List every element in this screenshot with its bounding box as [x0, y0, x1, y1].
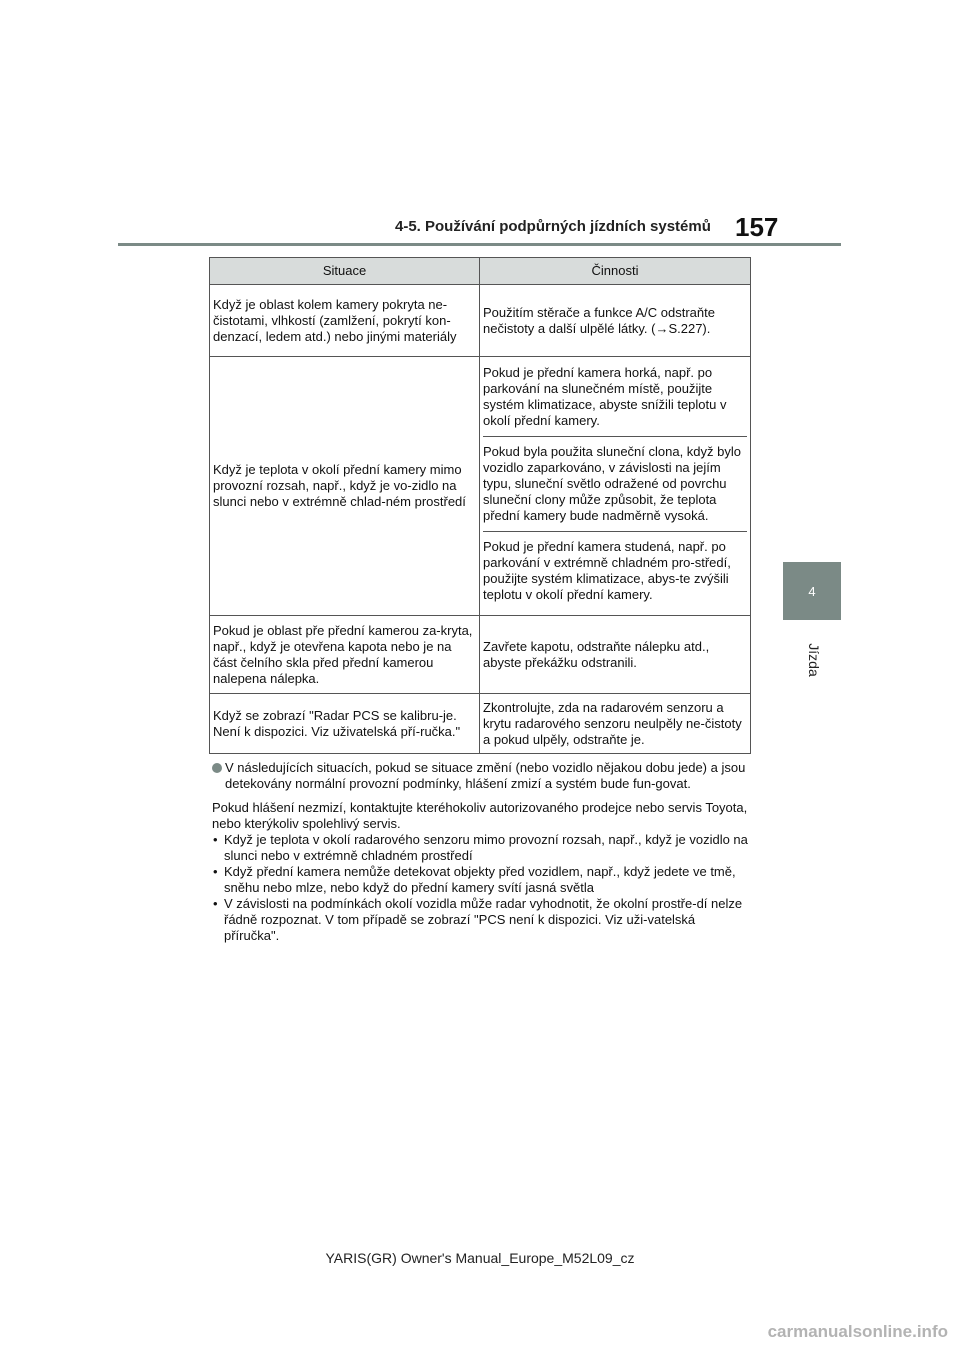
table-row — [210, 616, 751, 694]
list-item: • Když je teplota v okolí radarového senzoru mimo provozní rozsah, např., když je vozidlo na slunci nebo v extrémně chladném prostředí — [212, 832, 752, 864]
note-bullet — [212, 760, 752, 792]
list-item: • Když přední kamera nemůže detekovat objekty před vozidlem, např., když jedete ve tmě, sněhu nebo mlze, nebo když do přední kamery svítí jasná světla — [212, 864, 752, 896]
situation-cell: Když je teplota v okolí přední kamery mimo provozní rozsah, např., když je vo-zidlo na slunci nebo v extrémně chlad-ném prostředí — [210, 357, 480, 616]
column-header-situation: Situace — [210, 258, 480, 285]
action-cell — [480, 357, 751, 616]
action-cell: Zavřete kapotu, odstraňte nálepku atd., abyste překážku odstranili. — [480, 616, 751, 694]
page-number: 157 — [735, 212, 779, 242]
situation-cell: Když se zobrazí "Radar PCS se kalibru-je. Není k dispozici. Viz uživatelská pří-ručka." — [210, 694, 480, 754]
notes-section — [212, 760, 752, 944]
watermark: carmanualsonline.info — [767, 1322, 948, 1341]
chapter-label: Jízda — [806, 643, 822, 677]
note-paragraph: Pokud hlášení nezmizí, kontaktujte kteréhokoliv autorizovaného prodejce nebo servis Toyota, nebo kterýkoliv spolehlivý servis. — [212, 800, 748, 831]
chapter-tab[interactable] — [783, 562, 841, 620]
table-row — [210, 285, 751, 357]
situation-cell: Když je oblast kolem kamery pokryta ne-čistotami, vlhkostí (zamlžení, pokrytí kon-denzací, ledem atd.) nebo jinými materiály — [210, 285, 480, 357]
chapter-number: 4 — [808, 583, 816, 599]
bullet-dot-icon — [212, 763, 222, 773]
action-cell: Použitím stěrače a funkce A/C odstraňte nečistoty a další ulpělé látky. (→S.227). — [480, 285, 751, 357]
column-header-actions: Činnosti — [480, 258, 751, 285]
footer-text: YARIS(GR) Owner's Manual_Europe_M52L09_cz — [325, 1250, 635, 1266]
note-bullet-text: V následujících situacích, pokud se situace změní (nebo vozidlo nějakou dobu jede) a jsou detekovány normální provozní podmínky, hlášení zmizí a systém bude fun-govat. — [225, 760, 746, 791]
table-row — [210, 694, 751, 754]
table-row — [210, 357, 751, 616]
situation-action-table — [209, 257, 751, 754]
table-header-row — [210, 258, 751, 285]
action-cell: Zkontrolujte, zda na radarovém senzoru a krytu radarového senzoru neulpěly ne-čistoty a pokud ulpěly, odstraňte je. — [480, 694, 751, 754]
header-divider — [118, 243, 841, 246]
situation-cell: Pokud je oblast pře přední kamerou za-kryta, např., když je otevřena kapota nebo je na část čelního skla před přední kamerou nalepena nálepka. — [210, 616, 480, 694]
action-item: Pokud byla použita sluneční clona, když bylo vozidlo zaparkováno, v závislosti na jejím typu, sluneční světlo odražené od povrchu sluneční clony může způsobit, že teplota přední kamery bude nadměrně vysoká. — [483, 436, 747, 531]
action-item: Pokud je přední kamera horká, např. po parkování na slunečném místě, použijte systém klimatizace, abyste snížili teplotu v okolí přední kamery. — [483, 365, 727, 428]
section-title: 4-5. Používání podpůrných jízdních systémů — [395, 218, 711, 235]
action-item: Pokud je přední kamera studená, např. po parkování v extrémně chladném pro-středí, použijte systém klimatizace, abys-te zvýšili teplotu v okolí přední kamery. — [483, 531, 747, 610]
note-list — [212, 832, 752, 944]
list-item: • V závislosti na podmínkách okolí vozidla může radar vyhodnotit, že okolní prostře-dí nelze řádně rozpoznat. V tom případě se zobrazí "PCS není k dispozici. Viz uži-vatelská příručka". — [212, 896, 752, 944]
